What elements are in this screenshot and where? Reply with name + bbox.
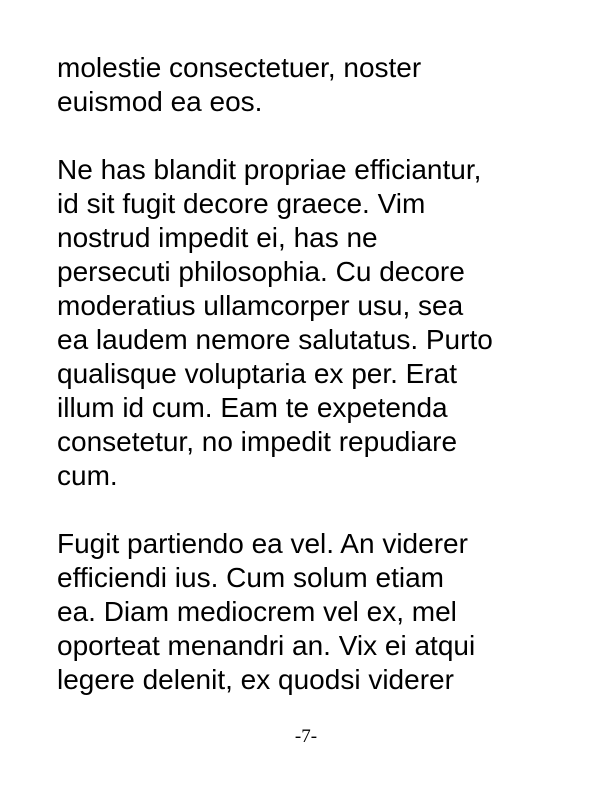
page-number: -7- — [294, 726, 318, 747]
paragraph-line: Ne has blandit propriae efficiantur, — [57, 154, 482, 185]
paragraph-line: illum id cum. Eam te expetenda — [57, 392, 448, 423]
paragraph-line: euismod ea eos. — [57, 86, 263, 117]
paragraph-line: nostrud impedit ei, has ne — [57, 222, 378, 253]
paragraph — [57, 153, 493, 493]
paragraph-line: qualisque voluptaria ex per. Erat — [57, 358, 458, 389]
paragraph-line: ea. Diam mediocrem vel ex, mel — [57, 596, 457, 627]
paragraph-line: id sit fugit decore graece. Vim — [57, 188, 426, 219]
paragraph-line: oporteat menandri an. Vix ei atqui — [57, 630, 476, 661]
paragraph-line: cum. — [57, 460, 118, 491]
paragraph-line: legere delenit, ex quodsi viderer — [57, 664, 454, 695]
paragraph-line: ea laudem nemore salutatus. Purto — [57, 324, 493, 355]
paragraph-line: moderatius ullamcorper usu, sea — [57, 290, 464, 321]
paragraph-line: Fugit partiendo ea vel. An viderer — [57, 528, 468, 559]
paragraph-line: molestie consectetuer, noster — [57, 52, 422, 83]
paragraph-line: consetetur, no impedit repudiare — [57, 426, 458, 457]
paragraph — [57, 527, 475, 697]
paragraph — [57, 51, 421, 119]
paragraph-line: efficiendi ius. Cum solum etiam — [57, 562, 444, 593]
paragraph-line: persecuti philosophia. Cu decore — [57, 256, 465, 287]
